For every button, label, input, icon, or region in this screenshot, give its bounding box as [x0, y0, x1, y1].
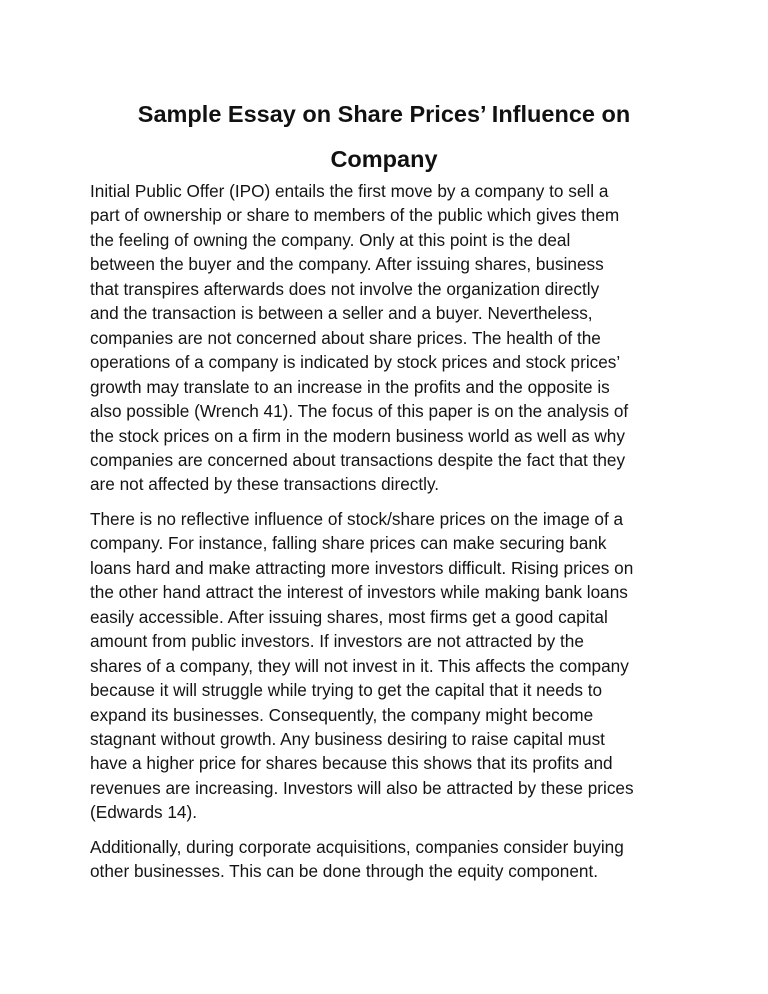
text-line: stagnant without growth. Any business desiring to raise capital must — [90, 728, 605, 749]
text-line: (Edwards 14). — [90, 802, 197, 823]
text-line: because it will struggle while trying to get the capital that it needs to — [90, 680, 603, 701]
text-line: and the transaction is between a seller and a buyer. Nevertheless, — [90, 303, 593, 324]
paragraph-3 — [90, 835, 690, 884]
text-line: revenues are increasing. Investors will also be attracted by these prices — [90, 777, 634, 798]
text-line: operations of a company is indicated by stock prices and stock prices’ — [90, 352, 621, 373]
text-line: companies are concerned about transactions despite the fact that they — [90, 449, 626, 470]
text-line: amount from public investors. If investors are not attracted by the — [90, 631, 584, 652]
text-line: There is no reflective influence of stock/share prices on the image of a — [90, 508, 624, 529]
text-line: companies are not concerned about share prices. The health of the — [90, 327, 601, 348]
text-line: the feeling of owning the company. Only at this point is the deal — [90, 229, 571, 250]
text-line: the stock prices on a firm in the modern business world as well as why — [90, 425, 625, 446]
title-line: Company — [330, 146, 438, 172]
text-line: between the buyer and the company. After issuing shares, business — [90, 254, 604, 275]
text-line: growth may translate to an increase in the profits and the opposite is — [90, 376, 610, 397]
text-line: that transpires afterwards does not involve the organization directly — [90, 278, 600, 299]
text-line: company. For instance, falling share prices can make securing bank — [90, 533, 607, 554]
text-line: part of ownership or share to members of the public which gives them — [90, 205, 620, 226]
page-title — [90, 92, 678, 182]
text-line: other businesses. This can be done through the equity component. — [90, 861, 599, 882]
text-line: loans hard and make attracting more investors difficult. Rising prices on — [90, 557, 634, 578]
text-line: the other hand attract the interest of investors while making bank loans — [90, 582, 628, 603]
paragraph-2 — [90, 507, 690, 825]
text-line: easily accessible. After issuing shares, most firms get a good capital — [90, 606, 608, 627]
text-line: expand its businesses. Consequently, the company might become — [90, 704, 594, 725]
paragraph-1 — [90, 179, 690, 497]
text-line: shares of a company, they will not invest in it. This affects the company — [90, 655, 629, 676]
title-line: Sample Essay on Share Prices’ Influence on — [137, 101, 631, 127]
text-line: also possible (Wrench 41). The focus of this paper is on the analysis of — [90, 401, 629, 422]
text-line: Initial Public Offer (IPO) entails the first move by a company to sell a — [90, 181, 609, 201]
text-line: are not affected by these transactions directly. — [90, 474, 440, 495]
essay-body — [90, 179, 690, 894]
text-line: have a higher price for shares because this shows that its profits and — [90, 753, 613, 774]
text-line: Additionally, during corporate acquisitions, companies consider buying — [90, 836, 624, 857]
